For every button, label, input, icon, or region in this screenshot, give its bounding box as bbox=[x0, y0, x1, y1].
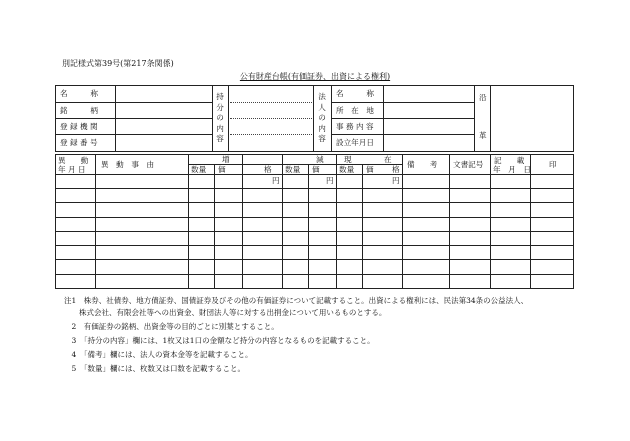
form-title: 公有財産台帳(有価証券、出資による権利) bbox=[239, 72, 391, 81]
form-reference: 別記様式第39号(第217条関係) bbox=[62, 59, 174, 68]
header-change-reason: 異 動 事 由 bbox=[101, 160, 155, 169]
header-decrease-price: 価 bbox=[312, 165, 320, 174]
note-4: 4 「備考」欄には、法人の資本金等を記載すること。 bbox=[64, 350, 253, 359]
note-5: 5 「数量」欄には、枚数又は口数を記載すること。 bbox=[64, 364, 246, 373]
label-corporation-content: 法人の内容 bbox=[318, 92, 326, 143]
header-seal: 印 bbox=[549, 160, 557, 169]
note-1: 注1 株券、社債券、地方債証券、国債証券及びその他の有価証券について記載すること。出資による権利には、民法第34条の公益法人、 bbox=[64, 296, 529, 305]
label-issue: 銘 柄 bbox=[60, 106, 98, 115]
header-entry-date: 記 載 bbox=[494, 156, 525, 165]
label-registry-agency: 登 録 機 関 bbox=[60, 122, 98, 131]
unit-yen-decrease: 円 bbox=[326, 176, 334, 185]
label-corp-founded: 設立年月日 bbox=[336, 138, 374, 147]
header-current-price: 価 bbox=[366, 165, 374, 174]
label-name: 名 称 bbox=[60, 89, 98, 98]
note-1-cont: 株式会社、有限会社等への出資金、財団法人等に対する出捐金について用いるものとする。 bbox=[64, 308, 387, 317]
header-current-price-2: 格 bbox=[392, 165, 400, 174]
header-increase-price: 価 bbox=[218, 165, 226, 174]
header-current-2: 在 bbox=[384, 155, 392, 164]
label-corp-address: 所 在 地 bbox=[336, 106, 374, 115]
label-registry-number: 登 録 番 号 bbox=[60, 138, 98, 147]
note-2: 2 有価証券の銘柄、出資金等の目的ごとに別葉とすること。 bbox=[64, 322, 279, 331]
header-current-1: 現 bbox=[344, 155, 352, 164]
header-increase: 増 bbox=[222, 155, 230, 164]
unit-yen-increase: 円 bbox=[272, 176, 280, 185]
header-entry-date-ymd: 年 月 日 bbox=[493, 165, 531, 174]
header-remarks: 備 考 bbox=[407, 160, 438, 169]
unit-yen-current: 円 bbox=[392, 176, 400, 185]
label-corp-business: 事 務 内 容 bbox=[336, 122, 374, 131]
label-history-bottom: 革 bbox=[479, 131, 487, 140]
label-corp-name: 名 称 bbox=[336, 89, 374, 98]
label-holding-content: 持分の内容 bbox=[216, 92, 224, 143]
header-document-number: 文書記号 bbox=[453, 160, 484, 169]
header-change-date-ymd: 年 月 日 bbox=[58, 165, 86, 174]
header-increase-price-2: 格 bbox=[264, 165, 272, 174]
header-decrease-quantity: 数量 bbox=[285, 165, 301, 174]
header-decrease: 減 bbox=[316, 155, 324, 164]
header-increase-quantity: 数量 bbox=[191, 165, 207, 174]
header-current-quantity: 数量 bbox=[339, 165, 355, 174]
header-change-date: 異 動 bbox=[58, 156, 89, 165]
label-history-top: 沿 bbox=[479, 93, 487, 102]
note-3: 3 「持分の内容」欄には、1枚又は1口の金額など持分の内容となるものを記載すること。 bbox=[64, 336, 375, 345]
